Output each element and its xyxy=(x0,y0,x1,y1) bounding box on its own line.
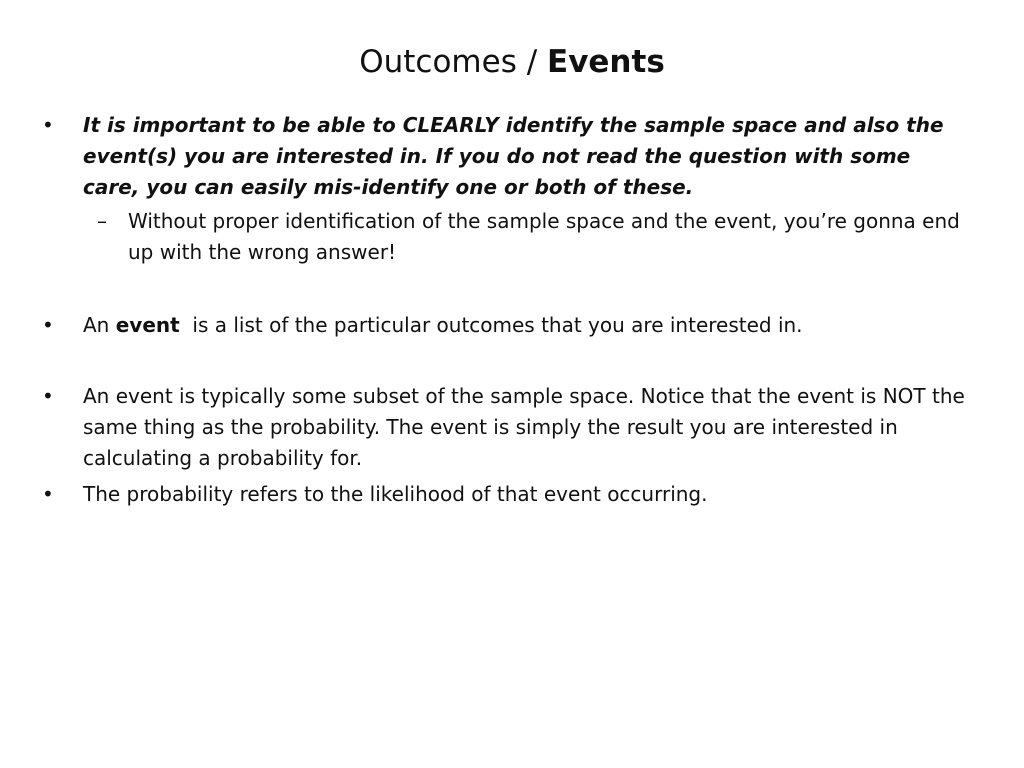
bullet-marker: • xyxy=(42,313,54,337)
title-normal: Outcomes / xyxy=(359,44,548,80)
bullet-keyword: event xyxy=(115,313,180,337)
bullet-item-1 xyxy=(42,110,973,203)
bullet-marker: • xyxy=(42,113,54,137)
bullet-prefix: An xyxy=(83,313,116,337)
bullet-text: It is important to be able to CLEARLY identify the sample space and also the event(s) you are interested in. If you do not read the question with some care, you can easily mis-identify one or both of these. xyxy=(83,113,944,199)
bullet-item-3 xyxy=(42,381,973,474)
bullet-suffix: is a list of the particular outcomes that you are interested in. xyxy=(179,313,803,337)
bullet-marker: • xyxy=(42,482,54,506)
bullet-text: The probability refers to the likelihood of that event occurring. xyxy=(83,482,708,506)
sub-bullet-item xyxy=(97,206,973,268)
dash-marker: – xyxy=(97,209,107,233)
bullet-marker: • xyxy=(42,384,54,408)
bullet-text: An event is typically some subset of the sample space. Notice that the event is NOT the same thing as the probability. The event is simply the result you are interested in calculating a probability for. xyxy=(83,384,965,470)
bullet-item-4 xyxy=(42,479,973,510)
title-bold: Events xyxy=(547,44,665,80)
bullet-item-2 xyxy=(42,310,973,341)
sub-bullet-text: Without proper identification of the sample space and the event, you’re gonna end up with the wrong answer! xyxy=(128,209,960,264)
